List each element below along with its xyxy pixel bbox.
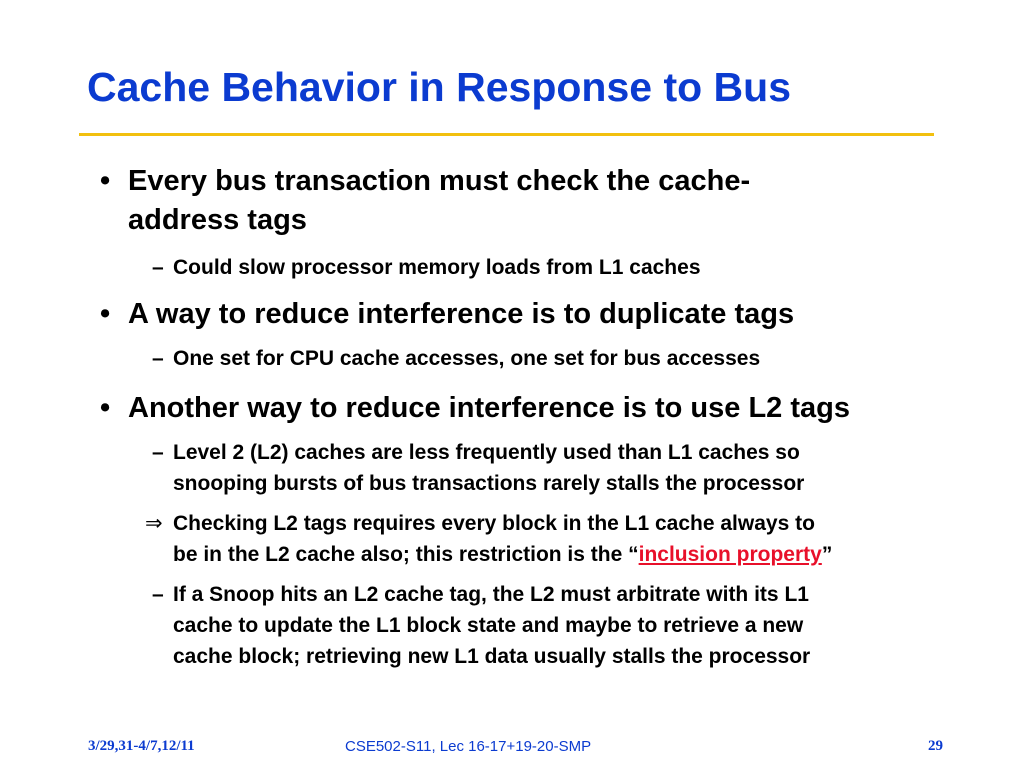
- footer-date: 3/29,31-4/7,12/11: [88, 738, 195, 754]
- bullet-3-sub-3-text: If a Snoop hits an L2 cache tag, the L2 must arbitrate with its L1 cache to update the L1 block state and maybe to retrieve a new cache block; retrieving new L1 data usually stalls the processor: [173, 583, 811, 668]
- bullet-3-text: Another way to reduce interference is to use L2 tags: [128, 392, 850, 424]
- dash-marker: –: [152, 347, 164, 370]
- inclusion-property-link[interactable]: inclusion property: [638, 543, 822, 566]
- bullet-marker: •: [100, 298, 111, 330]
- title-divider: [79, 133, 934, 136]
- bullet-marker: •: [100, 165, 111, 197]
- bullet-2-text: A way to reduce interference is to duplicate tags: [128, 298, 795, 330]
- dash-marker: –: [152, 441, 164, 464]
- bullet-3-sub-1-text: Level 2 (L2) caches are less frequently used than L1 caches so snooping bursts of bus transactions rarely stalls the processor: [173, 441, 805, 495]
- footer-page-number: 29: [928, 738, 943, 754]
- slide-title: Cache Behavior in Response to Bus: [87, 64, 792, 110]
- dash-marker: –: [152, 583, 164, 606]
- bullet-marker: •: [100, 392, 111, 424]
- dash-marker: –: [152, 256, 164, 279]
- bullet-3-sub-2-text: Checking L2 tags requires every block in the L1 cache always to be in the L2 cache also; this restriction is the “inclusion property”: [173, 512, 833, 566]
- bullet-1-text: Every bus transaction must check the cache- address tags: [128, 165, 751, 236]
- implies-arrow-icon: ⇒: [145, 511, 163, 535]
- bullet-2-sub-1-text: One set for CPU cache accesses, one set for bus accesses: [173, 347, 761, 370]
- footer-course: CSE502-S11, Lec 16-17+19-20-SMP: [345, 738, 592, 755]
- bullet-1-sub-1-text: Could slow processor memory loads from L1 caches: [173, 256, 701, 279]
